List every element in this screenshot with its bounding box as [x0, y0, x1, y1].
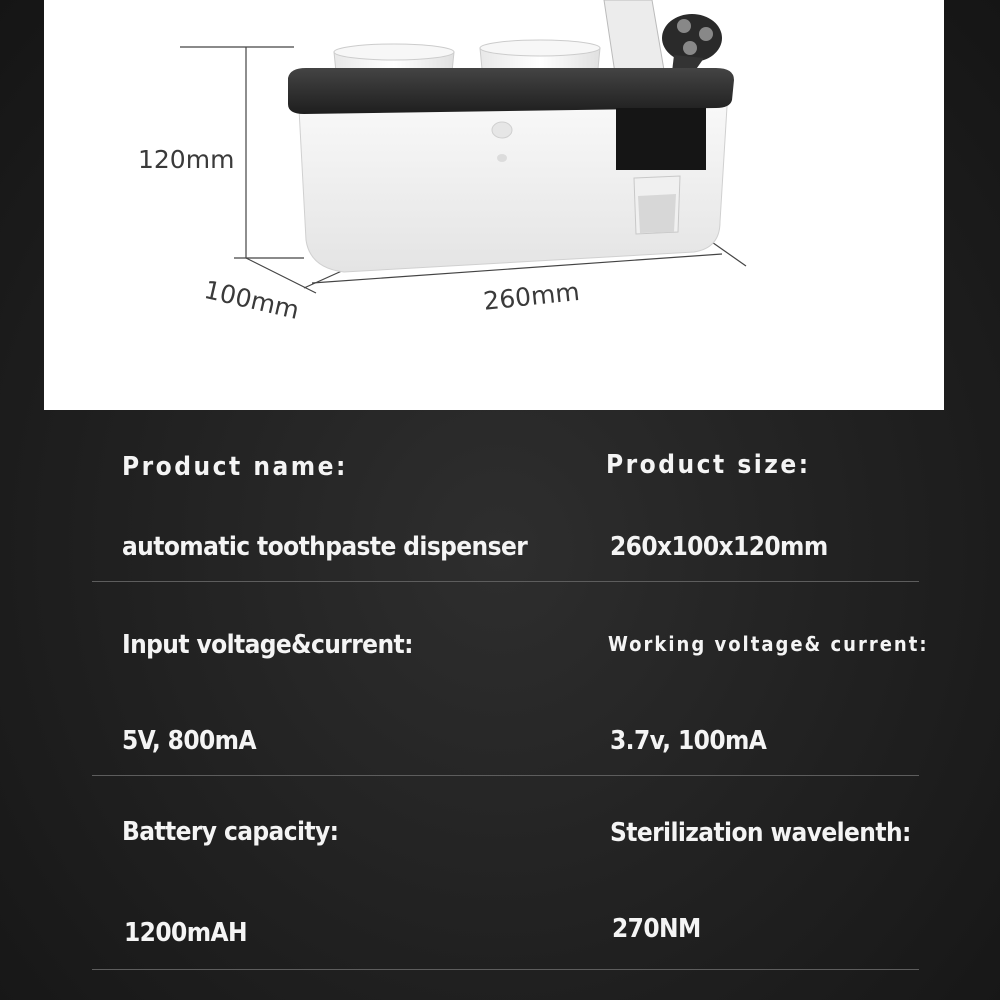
working-voltage-value: 3.7v, 100mA	[610, 726, 767, 756]
width-dimension-label: 260mm	[482, 276, 581, 316]
row-divider	[92, 969, 919, 970]
sterilization-wavelength-label: Sterilization wavelenth:	[610, 818, 911, 848]
battery-capacity-label: Battery capacity:	[122, 817, 339, 847]
product-name-value: automatic toothpaste dispenser	[122, 532, 528, 562]
product-dimension-illustration	[44, 0, 944, 410]
product-name-label: Product name:	[122, 452, 348, 482]
display-panel	[616, 108, 706, 170]
row-divider	[92, 775, 919, 776]
working-voltage-label: Working voltage& current:	[608, 632, 929, 656]
input-voltage-value: 5V, 800mA	[122, 726, 256, 756]
input-voltage-label: Input voltage&current:	[122, 630, 413, 660]
product-photo-panel	[44, 0, 944, 410]
sterilization-wavelength-value: 270NM	[612, 914, 701, 944]
product-size-value: 260x100x120mm	[610, 532, 828, 562]
dispenser-body	[288, 68, 734, 272]
product-size-label: Product size:	[606, 450, 811, 480]
depth-dimension-label: 100mm	[201, 275, 302, 325]
row-divider	[92, 581, 919, 582]
height-dimension-label: 120mm	[138, 145, 235, 174]
battery-capacity-value: 1200mAH	[124, 918, 247, 948]
